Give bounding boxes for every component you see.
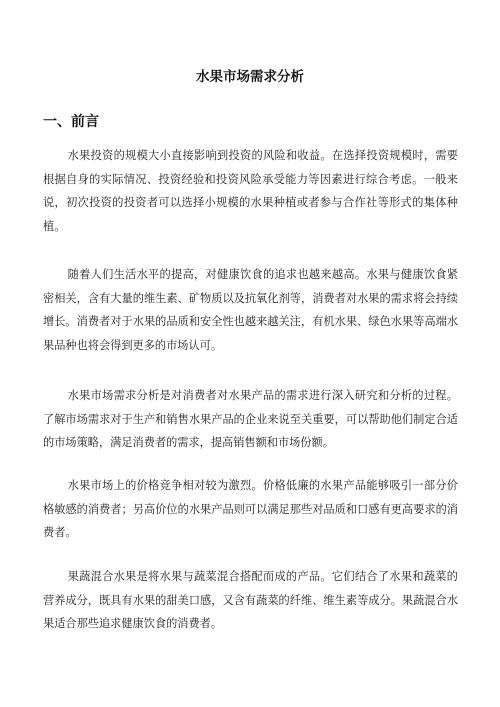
section-heading: 一、前言 xyxy=(43,114,99,130)
paragraph-5: 果蔬混合水果是将水果与蔬菜混合搭配而成的产品。它们结合了水果和蔬菜的营养成分，既具有水果的甜美口感，又含有蔬菜的纤维、维生素等成分。果蔬混合水果适合那些追求健康饮食的消费者。 xyxy=(43,570,458,630)
paragraph-3: 水果市场需求分析是对消费者对水果产品的需求进行深入研究和分析的过程。了解市场需求对于生产和销售水果产品的企业来说至关重要，可以帮助他们制定合适的市场策略，满足消费者的需求，提高销售额和市场份额。 xyxy=(43,389,458,449)
paragraph-1: 水果投资的规模大小直接影响到投资的风险和收益。在选择投资规模时，需要根据自身的实际情况、投资经验和投资风险承受能力等因素进行综合考虑。一般来说，初次投资的投资者可以选择小规模的水果种植或者参与合作社等形式的集体种植。 xyxy=(43,149,458,233)
paragraph-2: 随着人们生活水平的提高，对健康饮食的追求也越来越高。水果与健康饮食紧密相关，含有大量的维生素、矿物质以及抗氧化剂等，消费者对水果的需求将会持续增长。消费者对于水果的品质和安全性也越来越关注，有机水果、绿色水果等高端水果品种也将会得到更多的市场认可。 xyxy=(43,268,458,352)
paragraph-4: 水果市场上的价格竞争相对较为激烈。价格低廉的水果产品能够吸引一部分价格敏感的消费者；另高价位的水果产品则可以满足那些对品质和口感有更高要求的消费者。 xyxy=(43,479,458,539)
document-title: 水果市场需求分析 xyxy=(196,69,304,85)
